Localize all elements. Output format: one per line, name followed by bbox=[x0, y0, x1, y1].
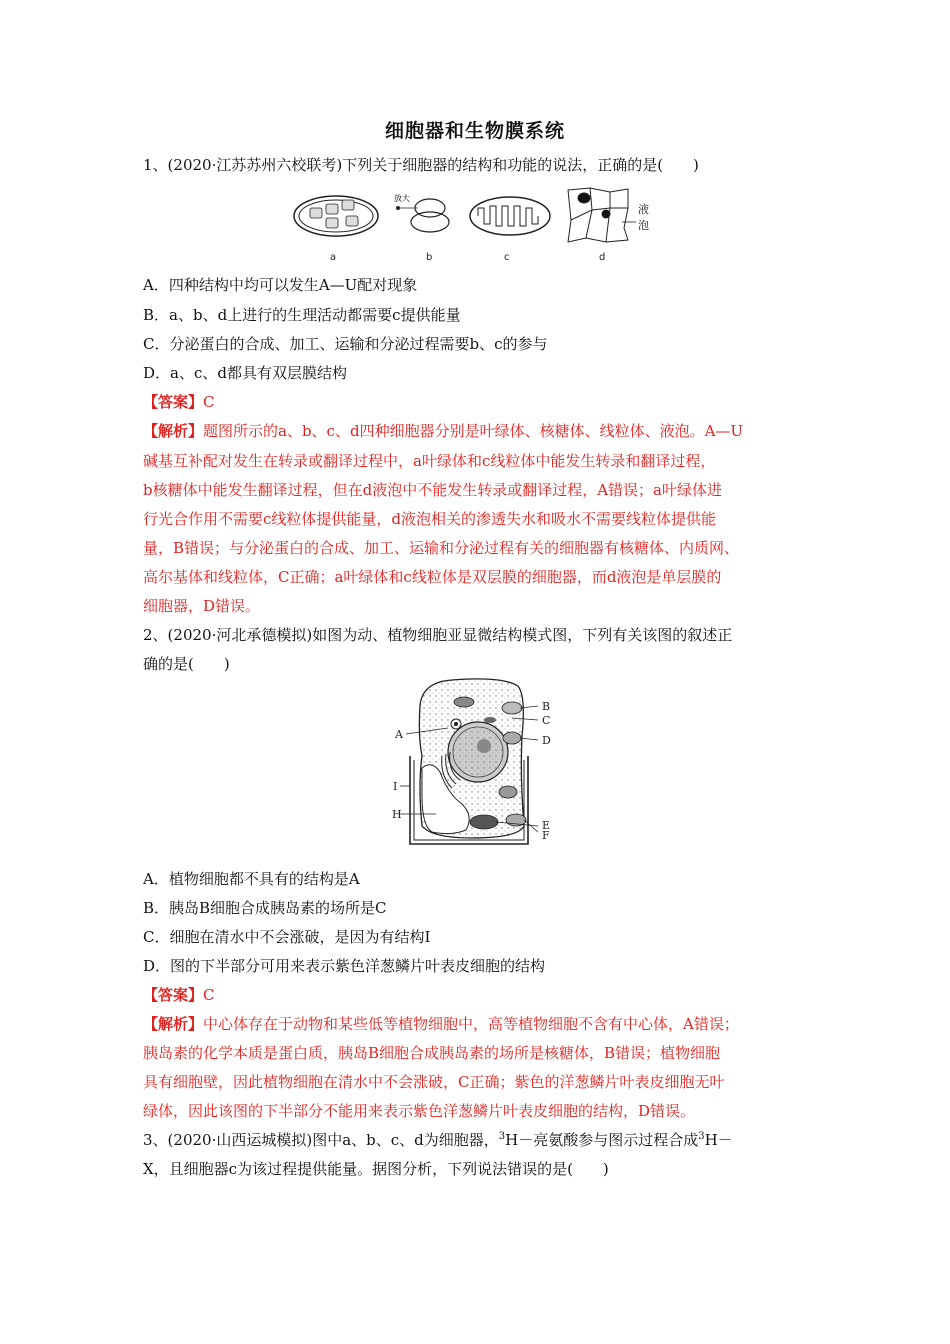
answer-value: C bbox=[203, 986, 215, 1004]
fig1-label-d: d bbox=[599, 252, 606, 263]
q3-stem-line-1: 3、(2020·山西运城模拟)图中a、b、c、d为细胞器，$^3$H－亮氨酸参与图示过程合成$^3$H－ bbox=[143, 1131, 733, 1149]
q2-stem-line-2: 确的是( ) bbox=[143, 655, 230, 673]
q1-analysis-line-6: 高尔基体和线粒体，C正确；a叶绿体和c线粒体是双层膜的细胞器，而d液泡是单层膜的 bbox=[143, 568, 722, 586]
yepao-label-2: 泡 bbox=[638, 219, 649, 232]
vacuole-diagram bbox=[568, 188, 649, 242]
q1-analysis-line-7: 细胞器，D错误。 bbox=[143, 597, 261, 615]
q1-analysis-line-5: 量，B错误；与分泌蛋白的合成、加工、运输和分泌过程有关的细胞器有核糖体、内质网、 bbox=[143, 539, 740, 557]
fig2-label-f: F bbox=[542, 829, 550, 842]
q2-option-a: A．植物细胞都不具有的结构是A bbox=[143, 870, 360, 888]
chloroplast-diagram bbox=[294, 196, 378, 236]
q2-analysis-line-2: 胰岛素的化学本质是蛋白质，胰岛B细胞合成胰岛素的场所是核糖体，B错误；植物细胞 bbox=[143, 1044, 721, 1062]
analysis-tag: 【解析】 bbox=[143, 1015, 204, 1033]
fig1-label-c: c bbox=[504, 252, 510, 263]
q1-option-c: C．分泌蛋白的合成、加工、运输和分泌过程需要b、c的参与 bbox=[143, 335, 548, 353]
fig2-label-a: A bbox=[395, 728, 403, 741]
q1-stem: 1、(2020·江苏苏州六校联考)下列关于细胞器的结构和功能的说法，正确的是( ) bbox=[143, 156, 699, 174]
fig1-label-a: a bbox=[330, 252, 337, 263]
q2-analysis-line-4: 绿体，因此该图的下半部分不能用来表示紫色洋葱鳞片叶表皮细胞的结构，D错误。 bbox=[143, 1102, 696, 1120]
fangda-label: 放大 bbox=[394, 194, 410, 203]
fig2-label-b: B bbox=[542, 700, 551, 713]
q2-option-d: D．图的下半部分可用来表示紫色洋葱鳞片叶表皮细胞的结构 bbox=[143, 957, 546, 975]
answer-tag: 【答案】 bbox=[143, 393, 204, 411]
q2-option-b: B．胰岛B细胞合成胰岛素的场所是C bbox=[143, 899, 387, 917]
q2-option-c: C．细胞在清水中不会涨破，是因为有结构I bbox=[143, 928, 431, 946]
fig2-label-h: H bbox=[392, 808, 402, 821]
q1-option-b: B．a、b、d上进行的生理活动都需要c提供能量 bbox=[143, 306, 461, 324]
q2-cell-figure bbox=[392, 676, 568, 858]
q1-analysis-line-3: b核糖体中能发生翻译过程，但在d液泡中不能发生转录或翻译过程，A错误；a叶绿体进 bbox=[143, 481, 722, 499]
ribosome-diagram bbox=[394, 193, 449, 232]
q1-option-a: A．四种结构中均可以发生A—U配对现象 bbox=[143, 276, 418, 294]
fig2-label-i: I bbox=[393, 780, 398, 793]
fig2-label-d: D bbox=[542, 734, 551, 747]
q1-answer bbox=[143, 393, 823, 411]
fig1-label-b: b bbox=[426, 252, 433, 263]
q2-stem-line-1: 2、(2020·河北承德模拟)如图为动、植物细胞亚显微结构模式图，下列有关该图的叙述正 bbox=[143, 626, 733, 644]
analysis-tag: 【解析】 bbox=[143, 422, 204, 440]
q1-organelle-figure bbox=[290, 186, 660, 266]
answer-value: C bbox=[203, 393, 215, 411]
fig2-label-c: C bbox=[542, 714, 551, 727]
fig2-label-e: E bbox=[542, 819, 551, 832]
q2-analysis-line-1: 【解析】中心体存在于动物和某些低等植物细胞中，高等植物细胞不含有中心体，A错误； bbox=[143, 1015, 739, 1033]
yepao-label-1: 液 bbox=[638, 203, 649, 216]
mitochondrion-diagram bbox=[470, 197, 550, 235]
q2-analysis-line-3: 具有细胞壁，因此植物细胞在清水中不会涨破，C正确；紫色的洋葱鳞片叶表皮细胞无叶 bbox=[143, 1073, 725, 1091]
q1-analysis-line-1: 【解析】题图所示的a、b、c、d四种细胞器分别是叶绿体、核糖体、线粒体、液泡。A—U bbox=[143, 422, 744, 440]
q1-analysis-line-4: 行光合作用不需要c线粒体提供能量，d液泡相关的渗透失水和吸水不需要线粒体提供能 bbox=[143, 510, 717, 528]
q3-stem-line-2: X，且细胞器c为该过程提供能量。据图分析，下列说法错误的是( ) bbox=[143, 1160, 609, 1178]
q1-analysis-line-2: 碱基互补配对发生在转录或翻译过程中，a叶绿体和c线粒体中能发生转录和翻译过程， bbox=[143, 452, 716, 470]
answer-tag: 【答案】 bbox=[143, 986, 204, 1004]
q2-answer bbox=[143, 986, 823, 1004]
q1-option-d: D．a、c、d都具有双层膜结构 bbox=[143, 364, 347, 382]
page-title: 细胞器和生物膜系统 bbox=[384, 120, 565, 142]
